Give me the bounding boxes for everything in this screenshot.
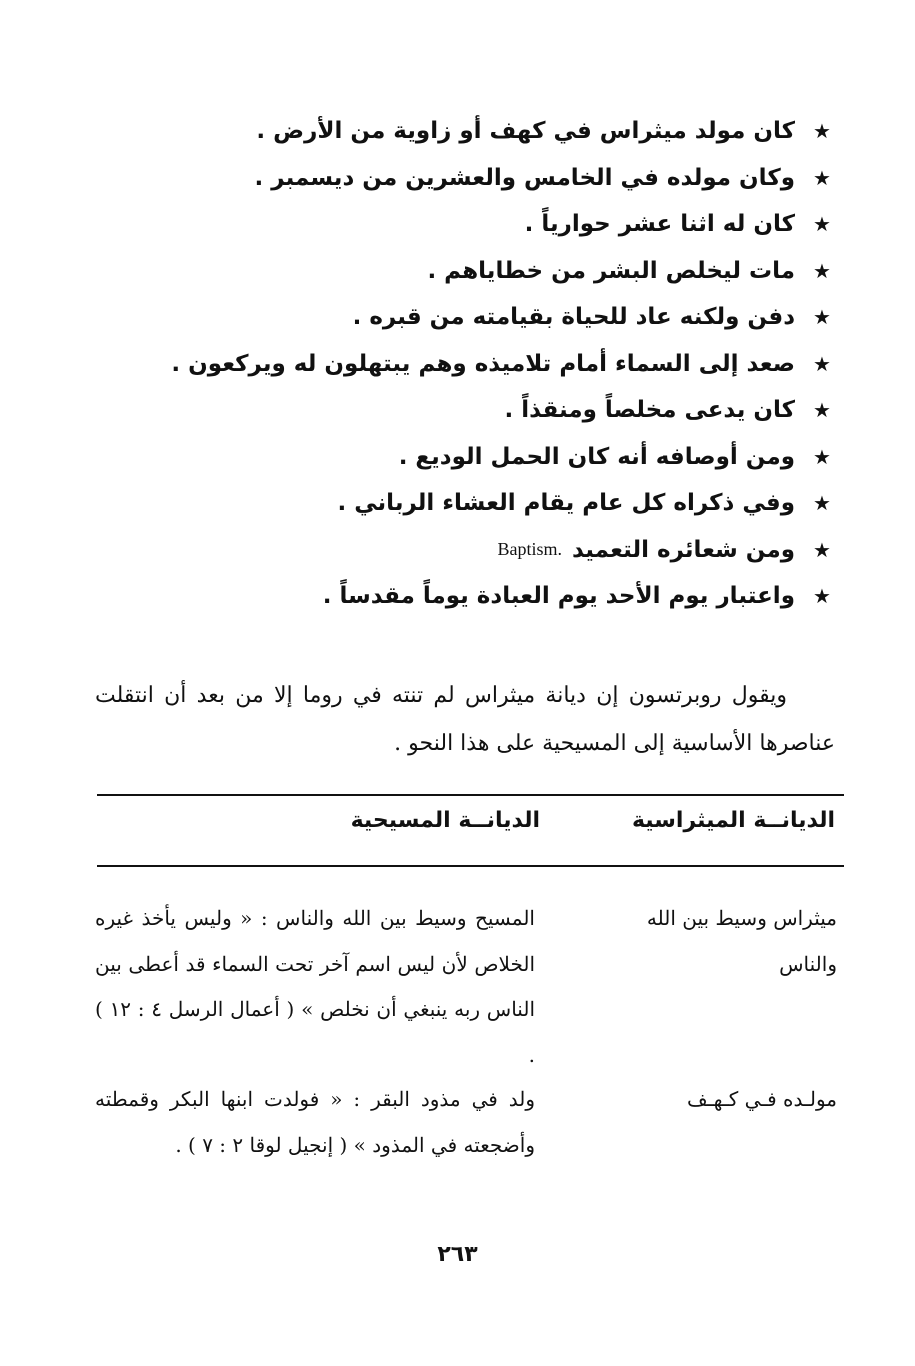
list-item bbox=[117, 434, 837, 481]
list-item bbox=[117, 341, 837, 388]
table-top-rule bbox=[97, 794, 844, 796]
bullet-text: وكان مولده في الخامس والعشرين من ديسمبر . bbox=[254, 164, 795, 191]
list-item bbox=[117, 294, 837, 341]
star-icon: ★ bbox=[813, 444, 831, 469]
bullet-text: كان له اثنا عشر حوارياً . bbox=[524, 211, 795, 238]
bullet-text: ومن أوصافه أنه كان الحمل الوديع . bbox=[398, 443, 795, 470]
star-icon: ★ bbox=[813, 119, 831, 144]
star-icon: ★ bbox=[813, 537, 831, 562]
list-item bbox=[117, 108, 837, 155]
list-item bbox=[117, 527, 837, 574]
table-cell-christian: المسيح وسيط بين الله والناس : « وليس يأخذ غيره الخلاص لأن ليس اسم آخر تحت السماء قد أعطى بين الناس ربه ينبغي أن نخلص » ( أعمال الرسل ٤ : ١٢ ) . bbox=[95, 906, 535, 1067]
page-number: ٢٦٣ bbox=[437, 1242, 478, 1267]
bullet-text: ومن شعائره التعميد bbox=[572, 536, 795, 563]
star-icon: ★ bbox=[813, 258, 831, 283]
star-icon: ★ bbox=[813, 351, 831, 376]
star-icon: ★ bbox=[813, 165, 831, 190]
bullet-text: مات ليخلص البشر من خطاياهم . bbox=[427, 257, 795, 284]
table-header-christian: الديانــة المسيحية bbox=[350, 808, 540, 833]
star-icon: ★ bbox=[813, 491, 831, 516]
list-item bbox=[117, 248, 837, 295]
list-item bbox=[117, 387, 837, 434]
table-cell-christian: ولد في مذود البقر : « فولدت ابنها البكر وقمطته وأضجعته في المذود » ( إنجيل لوقا ٢ : ٧ ) . bbox=[95, 1087, 535, 1157]
bullet-latin-term: Baptism. bbox=[497, 539, 562, 560]
star-icon: ★ bbox=[813, 398, 831, 423]
bullet-text: دفن ولكنه عاد للحياة بقيامته من قبره . bbox=[352, 304, 795, 331]
star-icon: ★ bbox=[813, 305, 831, 330]
bullet-text: صعد إلى السماء أمام تلاميذه وهم يبتهلون له ويركعون . bbox=[171, 350, 795, 377]
bullet-text: واعتبار يوم الأحد يوم العبادة يوماً مقدساً . bbox=[322, 583, 795, 610]
bullet-text: كان يدعى مخلصاً ومنقذاً . bbox=[504, 397, 795, 424]
bullet-list bbox=[117, 108, 837, 620]
table-cell-mithraic: مولـده فـي كـهـف bbox=[687, 1087, 837, 1111]
list-item bbox=[117, 480, 837, 527]
star-icon: ★ bbox=[813, 584, 831, 609]
star-icon: ★ bbox=[813, 212, 831, 237]
body-paragraph: ويقول روبرتسون إن ديانة ميثراس لم تنته في روما إلا من بعد أن انتقلت عناصرها الأساسية إلى المسيحية على هذا النحو . bbox=[95, 683, 835, 756]
table-header-rule bbox=[97, 865, 844, 867]
list-item bbox=[117, 155, 837, 202]
bullet-text: كان مولد ميثراس في كهف أو زاوية من الأرض . bbox=[256, 118, 795, 145]
bullet-text: وفي ذكراه كل عام يقام العشاء الرباني . bbox=[337, 490, 795, 517]
table-cell-mithraic: ميثراس وسيط بين الله والناس bbox=[646, 906, 837, 976]
list-item bbox=[117, 573, 837, 620]
table-header-mithraic: الديانــة الميثراسية bbox=[631, 808, 835, 833]
list-item bbox=[117, 201, 837, 248]
